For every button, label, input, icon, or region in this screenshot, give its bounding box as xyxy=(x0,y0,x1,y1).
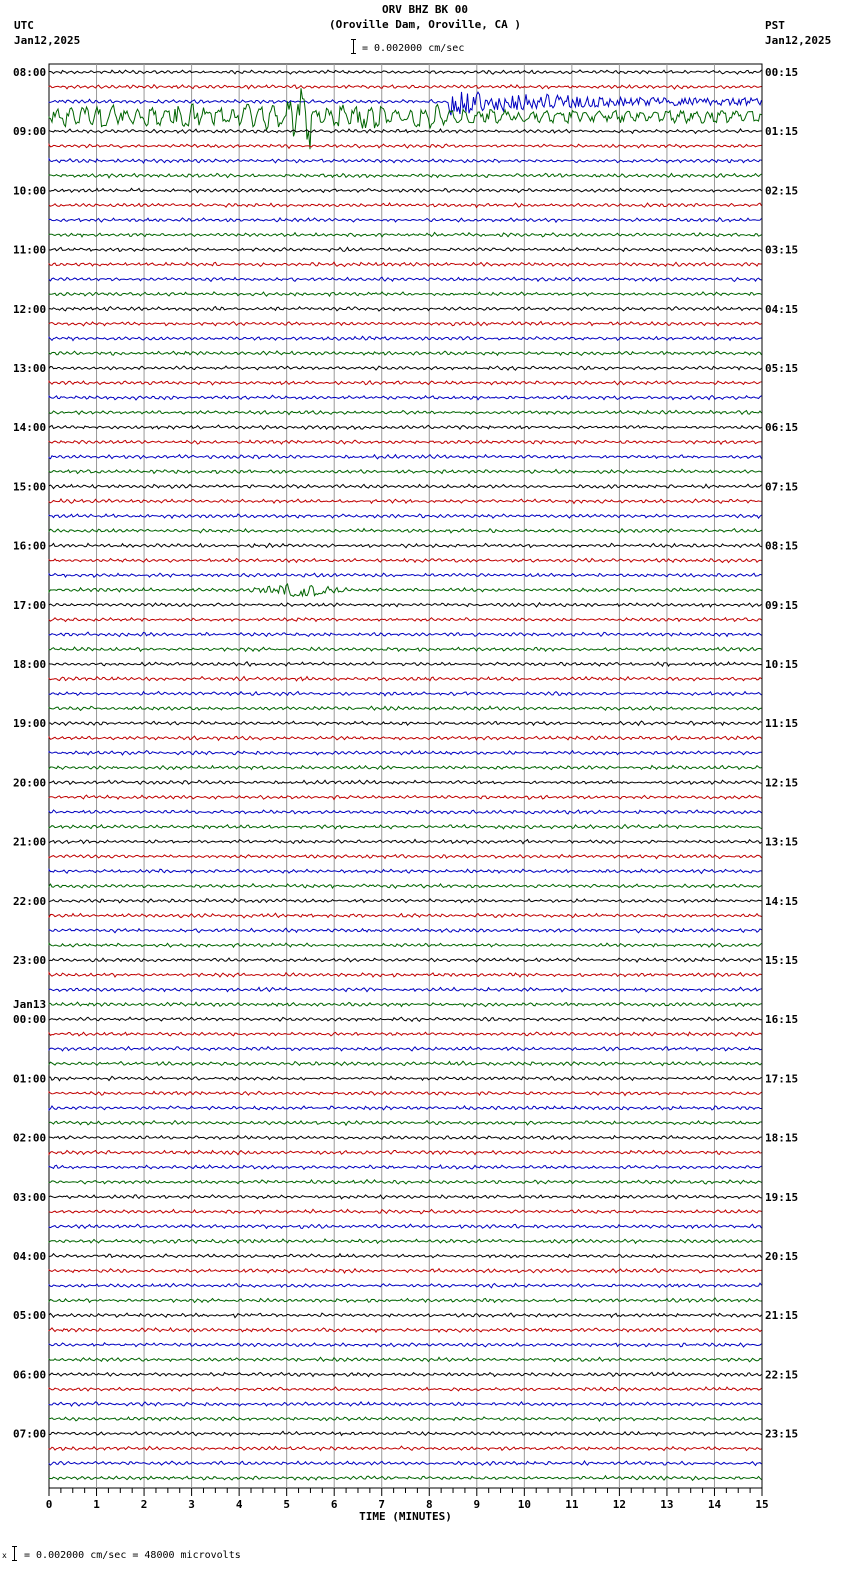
seismic-trace xyxy=(49,514,762,518)
seismic-trace xyxy=(49,1476,762,1481)
seismic-trace xyxy=(49,584,762,596)
seismic-trace xyxy=(49,573,762,577)
seismic-trace xyxy=(49,322,762,326)
seismic-trace xyxy=(49,1121,762,1126)
seismic-trace xyxy=(49,647,762,651)
time-tick-label: 13 xyxy=(660,1498,674,1511)
time-tick-label: 0 xyxy=(45,1498,53,1511)
utc-hour-label: 21:00 xyxy=(13,835,47,849)
day-change-label: Jan13 xyxy=(13,998,47,1012)
utc-hour-label: 11:00 xyxy=(13,243,47,257)
time-tick-label: 8 xyxy=(425,1498,433,1511)
seismic-trace xyxy=(49,1150,762,1154)
seismic-trace xyxy=(49,840,762,844)
utc-hour-label: 18:00 xyxy=(13,658,47,671)
time-tick-label: 6 xyxy=(330,1498,338,1511)
utc-hour-label: 14:00 xyxy=(13,421,47,435)
seismic-trace xyxy=(49,395,762,400)
utc-hour-label: 01:00 xyxy=(13,1072,47,1086)
pst-hour-label: 08:15 xyxy=(765,539,799,553)
utc-hour-label: 07:00 xyxy=(13,1427,47,1441)
utc-hour-label: 20:00 xyxy=(13,776,47,790)
seismic-trace xyxy=(49,1209,762,1214)
pst-hour-label: 09:15 xyxy=(765,598,799,612)
seismic-trace xyxy=(49,188,762,192)
utc-hour-label: 10:00 xyxy=(13,184,47,198)
station-title: ORV BHZ BK 00 xyxy=(381,3,469,16)
seismic-trace xyxy=(49,88,762,149)
seismic-trace xyxy=(49,825,762,829)
seismic-trace xyxy=(49,810,762,814)
utc-hour-label: 02:00 xyxy=(13,1131,47,1145)
time-axis-label: TIME (MINUTES) xyxy=(359,1510,452,1523)
pst-hour-label: 16:15 xyxy=(765,1013,799,1027)
utc-hour-label: 08:00 xyxy=(13,66,47,79)
seismic-trace xyxy=(49,1195,762,1199)
seismic-trace xyxy=(49,559,762,563)
utc-hour-label: 03:00 xyxy=(13,1190,47,1204)
pst-hour-label: 22:15 xyxy=(765,1368,799,1382)
seismic-trace xyxy=(49,1032,762,1036)
seismic-trace xyxy=(49,899,762,903)
time-tick-label: 10 xyxy=(517,1498,531,1511)
seismic-trace xyxy=(49,543,762,547)
pst-hour-label: 19:15 xyxy=(765,1190,799,1204)
seismic-trace xyxy=(49,1461,762,1465)
pst-hour-label: 20:15 xyxy=(765,1250,799,1263)
seismic-trace xyxy=(49,484,762,488)
seismic-trace xyxy=(49,706,762,710)
time-tick-label: 2 xyxy=(140,1498,148,1511)
pst-hour-label: 18:15 xyxy=(765,1131,799,1145)
seismic-trace xyxy=(49,943,762,947)
seismic-trace xyxy=(49,632,762,636)
seismic-trace xyxy=(49,351,762,355)
seismic-trace xyxy=(49,1283,762,1288)
seismic-trace xyxy=(49,1269,762,1273)
seismic-trace xyxy=(49,958,762,962)
utc-hour-label: 09:00 xyxy=(13,125,47,139)
seismic-trace xyxy=(49,795,762,799)
pst-hour-label: 15:15 xyxy=(765,954,799,967)
pst-hour-label: 17:15 xyxy=(765,1072,799,1086)
utc-hour-label: 17:00 xyxy=(13,598,47,612)
seismic-trace xyxy=(49,721,762,726)
utc-hour-label: 22:00 xyxy=(13,894,47,908)
seismic-trace xyxy=(49,1239,762,1243)
pst-hour-label: 03:15 xyxy=(765,243,799,257)
pst-date-label: Jan12,2025 xyxy=(765,34,832,47)
seismic-trace xyxy=(49,233,762,237)
seismic-trace xyxy=(49,1431,762,1436)
utc-hour-label: 12:00 xyxy=(13,302,47,316)
utc-hour-label: 16:00 xyxy=(13,539,47,553)
scale-text: = 0.002000 cm/sec xyxy=(362,43,465,54)
seismic-trace xyxy=(49,1298,762,1303)
seismic-trace xyxy=(49,425,762,429)
seismic-trace xyxy=(49,203,762,207)
seismic-trace xyxy=(49,618,762,622)
pst-hour-label: 23:15 xyxy=(765,1427,799,1441)
utc-hour-label: 00:00 xyxy=(13,1013,47,1027)
utc-hour-label: 15:00 xyxy=(13,480,47,494)
seismic-trace xyxy=(49,766,762,770)
pst-hour-label: 21:15 xyxy=(765,1309,799,1323)
seismic-trace xyxy=(49,1313,762,1318)
footer-scale-text: = 0.002000 cm/sec = 48000 microvolts xyxy=(24,1550,241,1561)
seismic-trace xyxy=(49,85,762,89)
utc-hour-label: 06:00 xyxy=(13,1368,47,1382)
time-tick-label: 9 xyxy=(473,1498,481,1511)
pst-hour-label: 10:15 xyxy=(765,658,799,671)
pst-hour-label: 04:15 xyxy=(765,302,799,316)
pst-hour-label: 01:15 xyxy=(765,125,799,139)
time-tick-label: 1 xyxy=(93,1498,100,1511)
time-tick-label: 15 xyxy=(755,1498,769,1511)
seismic-trace xyxy=(49,884,762,889)
time-tick-label: 12 xyxy=(612,1498,627,1511)
seismic-trace xyxy=(49,603,762,607)
time-tick-label: 11 xyxy=(565,1498,579,1511)
seismic-trace xyxy=(49,1076,762,1080)
time-tick-label: 7 xyxy=(378,1498,386,1511)
seismic-trace xyxy=(49,262,762,266)
seismic-trace xyxy=(49,973,762,977)
utc-date-label: Jan12,2025 xyxy=(14,34,81,47)
seismic-trace xyxy=(49,1091,762,1095)
utc-hour-label: 04:00 xyxy=(13,1250,47,1263)
seismic-trace xyxy=(49,1047,762,1051)
time-tick-label: 5 xyxy=(283,1498,290,1511)
time-tick-label: 3 xyxy=(188,1498,195,1511)
seismic-trace xyxy=(49,1002,762,1006)
seismic-trace xyxy=(49,307,762,311)
seismic-trace xyxy=(49,1224,762,1228)
seismic-trace xyxy=(49,751,762,755)
station-location: (Oroville Dam, Oroville, CA ) xyxy=(328,18,522,31)
seismic-trace xyxy=(49,70,762,74)
pst-hour-label: 05:15 xyxy=(765,362,799,375)
seismic-trace xyxy=(49,1180,762,1184)
seismic-trace xyxy=(49,499,762,503)
seismic-trace xyxy=(49,469,762,473)
seismic-trace xyxy=(49,247,762,251)
seismic-trace xyxy=(49,173,762,177)
seismic-trace xyxy=(49,455,762,459)
seismic-trace xyxy=(49,869,762,873)
seismic-trace xyxy=(49,1417,762,1421)
seismic-trace xyxy=(49,1254,762,1258)
time-tick-label: 14 xyxy=(707,1498,722,1511)
seismic-trace xyxy=(49,129,762,134)
pst-hour-label: 13:15 xyxy=(765,835,799,849)
seismic-trace xyxy=(49,218,762,222)
pst-hour-label: 02:15 xyxy=(765,184,799,198)
pst-hour-label: 07:15 xyxy=(765,480,799,494)
pst-hour-label: 06:15 xyxy=(765,421,799,435)
seismic-trace xyxy=(49,336,762,340)
seismic-trace xyxy=(49,987,762,991)
seismic-trace xyxy=(49,1446,762,1450)
seismic-trace xyxy=(49,144,762,148)
seismic-trace xyxy=(49,1017,762,1021)
seismic-trace xyxy=(49,1061,762,1065)
seismic-trace xyxy=(49,1343,762,1347)
seismic-trace xyxy=(49,677,762,681)
seismic-trace xyxy=(49,292,762,296)
pst-hour-label: 12:15 xyxy=(765,776,799,790)
utc-hour-label: 23:00 xyxy=(13,954,47,967)
utc-hour-label: 13:00 xyxy=(13,362,47,375)
seismic-trace xyxy=(49,928,762,933)
pst-hour-label: 14:15 xyxy=(765,894,799,908)
seismic-trace xyxy=(49,529,762,533)
seismic-trace xyxy=(49,410,762,414)
seismic-trace xyxy=(49,1106,762,1110)
seismic-trace xyxy=(49,1328,762,1332)
utc-hour-label: 19:00 xyxy=(13,717,47,731)
seismic-trace xyxy=(49,691,762,695)
seismic-trace xyxy=(49,277,762,281)
seismic-trace xyxy=(49,1165,762,1169)
seismic-trace xyxy=(49,1372,762,1376)
seismic-trace xyxy=(49,1387,762,1391)
seismic-trace xyxy=(49,855,762,859)
seismic-trace xyxy=(49,913,762,918)
seismic-trace xyxy=(49,440,762,444)
seismic-trace xyxy=(49,1136,762,1140)
seismic-trace xyxy=(49,366,762,370)
pst-zone-label: PST xyxy=(765,19,785,32)
utc-zone-label: UTC xyxy=(14,19,34,32)
utc-hour-label: 05:00 xyxy=(13,1309,47,1323)
pst-hour-label: 11:15 xyxy=(765,717,799,731)
seismic-trace xyxy=(49,381,762,385)
seismic-trace xyxy=(49,662,762,666)
seismic-trace xyxy=(49,1357,762,1362)
seismic-trace xyxy=(49,780,762,784)
seismic-trace xyxy=(49,159,762,163)
seismic-trace xyxy=(49,1402,762,1406)
seismic-trace xyxy=(49,736,762,740)
pst-hour-label: 00:15 xyxy=(765,66,799,79)
time-tick-label: 4 xyxy=(235,1498,243,1511)
